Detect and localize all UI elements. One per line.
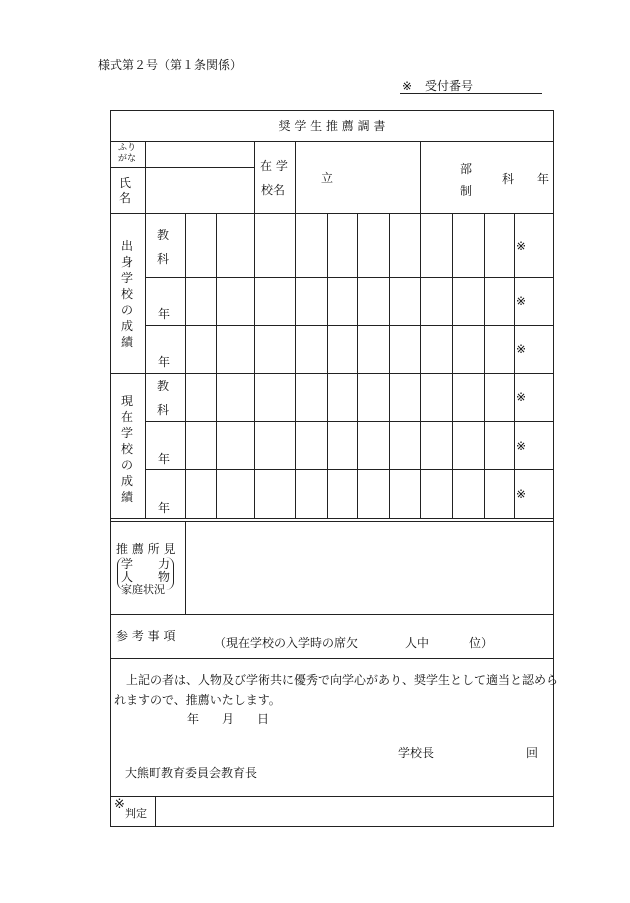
school-ka: 科: [502, 172, 515, 186]
prev-subject-1: 教: [157, 228, 170, 242]
prev-subject-2: 科: [157, 252, 170, 266]
superintendent-label: 大熊町教育委員会教育長: [125, 766, 258, 780]
prev-grades-label: 出身学校の成績: [120, 239, 133, 349]
form-number: 様式第２号（第１条関係）: [98, 58, 243, 72]
reference-text-b: 人中: [405, 636, 430, 650]
current-mark-2: ※: [516, 439, 527, 453]
statement-line-1: 上記の者は、人物及び学術共に優秀で向学心があり、奨学生として適当と認めら: [126, 673, 559, 687]
date-day: 日: [257, 712, 270, 726]
furigana-label: ふり: [118, 143, 137, 153]
prev-mark-3: ※: [516, 342, 527, 356]
school-label-1: 在 学: [260, 159, 288, 173]
prev-mark-1: ※: [516, 239, 527, 253]
recommendation-family: 家庭状況: [121, 583, 165, 596]
current-subject-1: 教: [157, 379, 170, 393]
receipt-number-label: 受付番号: [425, 79, 474, 93]
current-grades-label: 現在学校の成績: [120, 394, 133, 504]
reference-text-c: 位）: [469, 636, 494, 650]
furigana-label-2: がな: [118, 154, 137, 164]
reference-text-a: （現在学校の入学時の席欠: [214, 636, 359, 650]
recommendation-gakuryoku-a: 学: [121, 557, 134, 571]
date-year: 年: [187, 712, 200, 726]
school-label-2: 校名: [261, 183, 286, 197]
school-nen: 年: [537, 172, 550, 186]
prev-year-2: 年: [158, 355, 171, 369]
name-label-2: 名: [119, 191, 132, 205]
recommendation-jinbutsu-b: 物: [158, 570, 171, 584]
judgement-mark: ※: [114, 797, 125, 812]
recommendation-jinbutsu-a: 人: [121, 570, 134, 584]
recommendation-gakuryoku-b: 力: [158, 557, 171, 571]
school-sei: 制: [460, 184, 473, 198]
recommendation-title: 推 薦 所 見: [116, 542, 176, 556]
current-year-1: 年: [158, 452, 171, 466]
current-mark-1: ※: [516, 390, 527, 404]
school-bu: 部: [460, 162, 473, 176]
school-ritsu: 立: [321, 171, 334, 185]
statement-line-2: れますので、推薦いたします。: [114, 693, 281, 707]
prev-mark-2: ※: [516, 294, 527, 308]
current-year-2: 年: [158, 501, 171, 515]
current-subject-2: 科: [157, 403, 170, 417]
form-title: 奨 学 生 推 薦 調 書: [278, 119, 386, 133]
name-label-1: 氏: [119, 176, 132, 190]
receipt-mark: ※: [402, 79, 413, 93]
principal-label: 学校長: [398, 746, 435, 760]
seal-mark: 回: [526, 746, 539, 760]
prev-year-1: 年: [158, 307, 171, 321]
judgement-label: 判定: [125, 807, 147, 820]
receipt-underline: [400, 93, 542, 94]
date-month: 月: [222, 712, 235, 726]
current-mark-3: ※: [516, 487, 527, 501]
reference-label: 参 考 事 項: [116, 629, 176, 643]
